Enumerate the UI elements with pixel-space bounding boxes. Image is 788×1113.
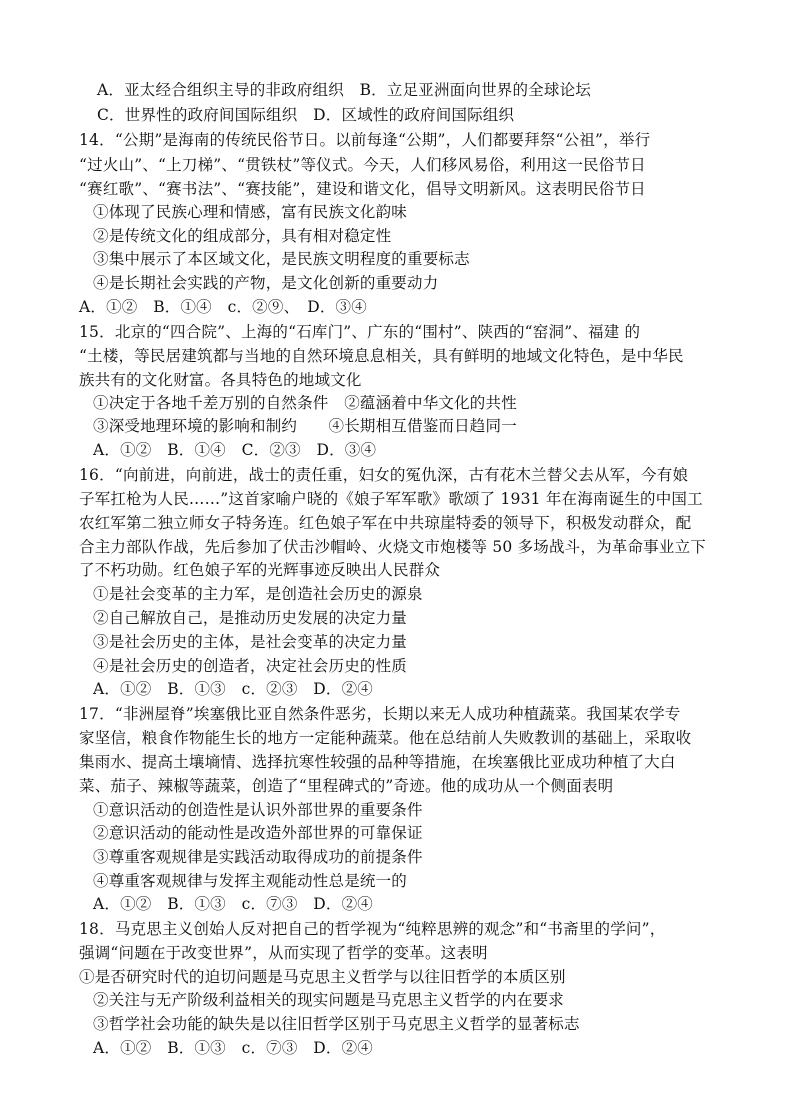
q16-options: A．①② B．①③ c．②③ D．②④: [93, 680, 373, 698]
q16-stem-line-4: 合主力部队作战，先后参加了伏击沙帽岭、火烧文市炮楼等 50 多场战斗，为革命事业立下: [79, 538, 706, 556]
q13-options-ab: A．亚太经合组织主导的非政府组织 B．立足亚洲面向世界的全球论坛: [97, 81, 591, 99]
q15-stem-line-1: 15．北京的“四合院”、上海的“石库门”、广东的“围村”、陕西的“窑洞”、福建 的: [79, 323, 641, 341]
q18-statement-3: ③哲学社会功能的缺失是以往旧哲学区别于马克思主义哲学的显著标志: [93, 1015, 580, 1033]
q18-options: A．①② B．①③ c．⑦③ D．②④: [93, 1039, 373, 1057]
q18-stem-line-2: 强调“问题在于改变世界”，从而实现了哲学的变革。这表明: [79, 944, 488, 962]
q16-statement-2: ②自己解放自己，是推动历史发展的决定力量: [93, 609, 408, 627]
q16-statement-3: ③是社会历史的主体，是社会变革的决定力量: [93, 633, 408, 651]
q14-stem-line-1: 14．“公期”是海南的传统民俗节日。以前每逢“公期”，人们都要拜祭“公祖”，举行: [79, 131, 651, 149]
q13-options-cd: C．世界性的政府间国际组织 D．区域性的政府间国际组织: [97, 106, 515, 124]
q17-stem-line-2: 家坚信，粮食作物能生长的地方一定能种蔬菜。他在总结前人失败教训的基础上，采取收: [79, 729, 692, 747]
q17-statement-4: ④尊重客观规律与发挥主观能动性总是统一的: [93, 872, 408, 890]
q16-stem-line-2: 子军扛枪为人民……”这首家喻户晓的《娘子军军歌》歌颂了 1931 年在海南诞生的中国工: [79, 490, 703, 508]
q14-options: A．①② B．①④ c．②⑨、 D．③④: [79, 298, 367, 316]
q14-statement-2: ②是传统文化的组成部分，具有相对稳定性: [93, 227, 392, 245]
q17-statement-2: ②意识活动的能动性是改造外部世界的可靠保证: [93, 824, 423, 842]
q14-statement-1: ①体现了民族心理和情感，富有民族文化韵味: [93, 203, 408, 221]
q16-stem-line-3: 农红军第二独立师女子特务连。红色娘子军在中共琼崖特委的领导下，积极发动群众，配: [79, 514, 692, 532]
q17-options: A．①② B．①③ c．⑦③ D．②④: [93, 895, 373, 913]
q17-stem-line-4: 菜、茄子、辣椒等蔬菜，创造了“里程碑式的”奇迹。他的成功从一个侧面表明: [79, 777, 614, 795]
q17-statement-3: ③尊重客观规律是实践活动取得成功的前提条件: [93, 848, 423, 866]
q16-statement-1: ①是社会变革的主力军，是创造社会历史的源泉: [93, 585, 423, 603]
q17-stem-line-1: 17．“非洲屋脊”埃塞俄比亚自然条件恶劣，长期以来无人成功种植蔬菜。我国某农学专: [79, 705, 681, 723]
q18-stem-line-1: 18．马克思主义创始人反对把自己的哲学视为“纯粹思辨的观念”和“书斋里的学问”，: [79, 920, 666, 938]
q17-statement-1: ①意识活动的创造性是认识外部世界的重要条件: [93, 801, 423, 819]
q17-stem-line-3: 集雨水、提高土壤墒情、选择抗寒性较强的品种等措施，在埃塞俄比亚成功种植了大白: [79, 753, 676, 771]
q16-stem-line-1: 16．“向前进，向前进，战士的责任重，妇女的冤仇深，古有花木兰替父去从军，今有娘: [79, 466, 689, 484]
q18-statement-2: ②关注与无产阶级利益相关的现实问题是马克思主义哲学的内在要求: [93, 991, 565, 1009]
q14-statement-4: ④是长期社会实践的产物，是文化创新的重要动力: [93, 274, 439, 292]
q16-stem-line-5: 了不朽功勋。红色娘子军的光辉事迹反映出人民群众: [79, 561, 441, 579]
q15-stem-line-3: 族共有的文化财富。各具特色的地域文化: [79, 371, 362, 389]
q15-stem-line-2: “土楼，等民居建筑都与当地的自然环境息息相关，具有鲜明的地域文化特色，是中华民: [79, 347, 684, 365]
q15-statements-12: ①决定于各地千差万别的自然条件 ②蕴涵着中华文化的共性: [93, 394, 517, 412]
q16-statement-4: ④是社会历史的创造者，决定社会历史的性质: [93, 657, 408, 675]
q14-stem-line-2: “过火山”、“上刀梯”、“贯铁杖”等仪式。今天，人们移风易俗，利用这一民俗节日: [79, 156, 646, 174]
q14-statement-3: ③集中展示了本区域文化，是民族文明程度的重要标志: [93, 250, 470, 268]
q14-stem-line-3: “赛红歌”、“赛书法”、“赛技能”，建设和谐文化，倡导文明新风。这表明民俗节日: [79, 180, 646, 198]
q15-options: A．①② B．①④ C．②③ D．③④: [93, 441, 377, 459]
q15-statements-34: ③深受地理环境的影响和制约 ④长期相互借鉴而日趋同一: [93, 417, 517, 435]
q18-statement-1: ①是否研究时代的迫切问题是马克思主义哲学与以往旧哲学的本质区别: [79, 968, 566, 986]
